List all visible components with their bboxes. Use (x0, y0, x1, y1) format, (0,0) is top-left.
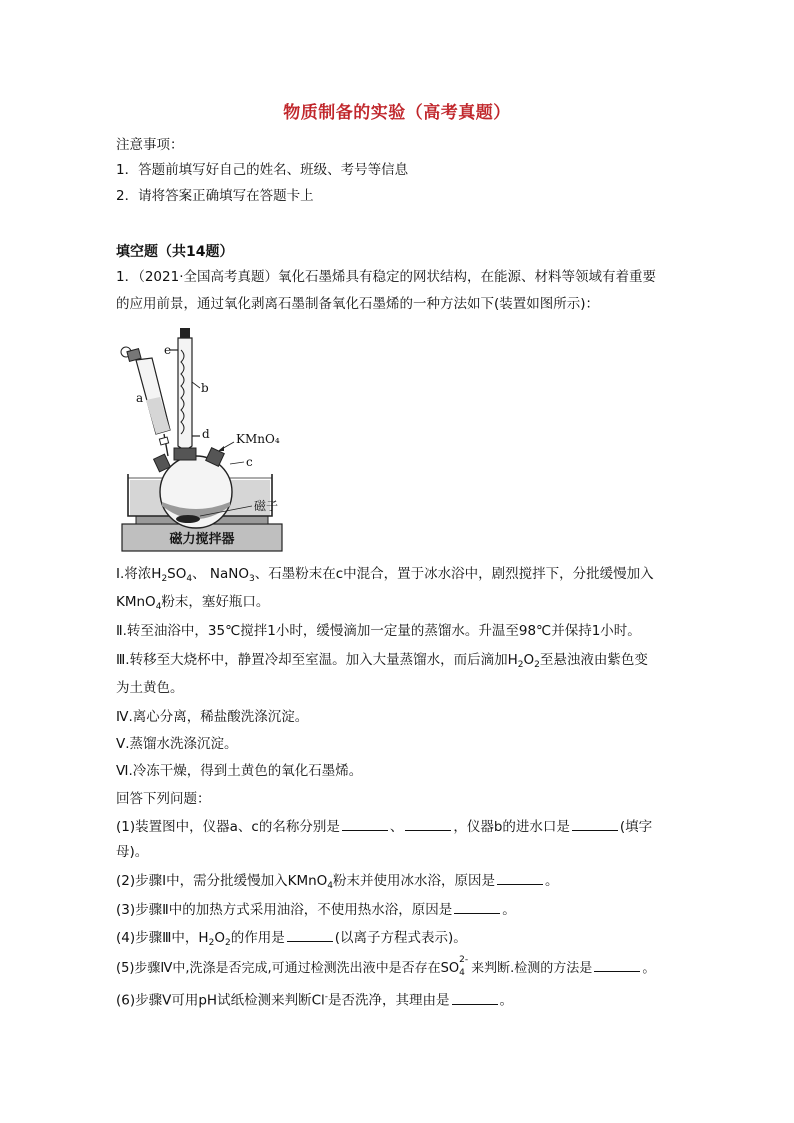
label-b: b (201, 381, 209, 395)
q4-text-c: 的作用是 (230, 930, 285, 946)
q4-text-a: (4)步骤Ⅲ中，H (116, 930, 209, 946)
q5-text-a: (5)步骤Ⅳ中,洗涤是否完成,可通过检测洗出液中是否存在SO (116, 961, 460, 976)
sub-question-6 (116, 988, 513, 1010)
q5-text-c: 。 (642, 961, 656, 976)
question-intro-line-1: 1．（2021·全国高考真题）氧化石墨烯具有稳定的网状结构，在能源、材料等领域有着重要 (116, 269, 656, 285)
label-e: e (164, 343, 172, 357)
q1-text-d: (填字 (619, 819, 653, 835)
answer-blank-1c[interactable] (572, 818, 618, 831)
answer-blank-3[interactable] (454, 901, 500, 914)
step-1-text-e: 粉末，塞好瓶口。 (161, 594, 270, 610)
step-1-text-a: Ⅰ.将浓H (116, 566, 162, 582)
step-1-line-2: KMnO$_4$粉末，塞好瓶口。 (116, 594, 270, 612)
q6-text-a: (6)步骤Ⅴ可用pH试纸检测来判断Cl (116, 992, 325, 1009)
label-kmno4: KMnO₄ (236, 432, 280, 446)
q2-text-a: (2)步骤Ⅰ中，需分批缓慢加入KMnO (116, 873, 328, 889)
q1-text-b: 、 (389, 819, 404, 835)
step-3-line-1: Ⅲ.转移至大烧杯中，静置冷却至室温。加入大量蒸馏水，而后滴加$H_2O_2$至悬浊液由紫色变 (116, 652, 648, 670)
step-1-line-1: Ⅰ.将浓$H_2SO_4$、 NaNO$_3$、石墨粉末在c中混合，置于冰水浴中，剧烈搅拌下，分批缓慢加入 (116, 566, 654, 584)
sub-question-1-line-1 (116, 818, 652, 836)
notice-item-2: 2．请将答案正确填写在答题卡上 (116, 188, 314, 204)
answer-blank-4[interactable] (287, 929, 333, 942)
q5-subscript: 4 (459, 968, 465, 978)
answer-blank-5[interactable] (594, 959, 640, 972)
notice-item-1: 1．答题前填写好自己的姓名、班级、考号等信息 (116, 162, 409, 178)
notice-heading: 注意事项： (116, 137, 184, 153)
answer-blank-2[interactable] (497, 872, 543, 885)
q3-text-b: 。 (502, 902, 516, 918)
q2-text-c: 。 (545, 873, 559, 889)
apparatus-figure (112, 320, 302, 556)
answer-blank-1a[interactable] (342, 818, 388, 831)
q5-text-b: 来判断.检测的方法是 (471, 961, 593, 976)
sub-question-1-line-2: 母)。 (116, 844, 149, 860)
label-d: d (202, 427, 210, 441)
label-c: c (246, 455, 253, 469)
answer-prompt: 回答下列问题： (116, 791, 211, 807)
q4-text-b: O (214, 930, 225, 946)
condenser-stopper (180, 328, 190, 338)
q5-superscript: 2- (459, 955, 469, 965)
step-3-line-2: 为土黄色。 (116, 680, 184, 696)
sub-question-5 (116, 955, 656, 978)
step-3-text-a: Ⅲ.转移至大烧杯中，静置冷却至室温。加入大量蒸馏水，而后滴加H (116, 652, 518, 668)
q1-text-a: (1)装置图中，仪器a、c的名称分别是 (116, 819, 340, 835)
q6-superscript: - (324, 992, 329, 1002)
step-5: Ⅴ.蒸馏水洗涤沉淀。 (116, 736, 238, 752)
stirrer-label: 磁力搅拌器 (169, 532, 235, 547)
q6-text-c: 。 (499, 992, 514, 1009)
step-3-text-b: O (523, 652, 535, 668)
step-2: Ⅱ.转至油浴中，35℃搅拌1小时，缓慢滴加一定量的蒸馏水。升温至98℃并保持1小时。 (116, 623, 641, 639)
condenser (178, 338, 192, 449)
step-6: Ⅵ.冷冻干燥，得到土黄色的氧化石墨烯。 (116, 763, 363, 779)
q3-text-a: (3)步骤Ⅱ中的加热方式采用油浴，不使用热水浴，原因是 (116, 902, 453, 918)
label-a: a (136, 391, 144, 405)
question-intro-line-2: 的应用前景，通过氧化剥离石墨制备氧化石墨烯的一种方法如下(装置如图所示)： (116, 296, 600, 312)
step-1-text-d: 、石墨粉末在c中混合，置于冰水浴中，剧烈搅拌下，分批缓慢加入 (254, 566, 654, 582)
sub-question-4: (4)步骤Ⅲ中，$H_2O_2$的作用是 (以离子方程式表示)。 (116, 930, 467, 948)
step-1-text-b: SO (167, 566, 187, 582)
step-4: Ⅳ.离心分离，稀盐酸洗涤沉淀。 (116, 709, 309, 725)
label-stir-bar: 磁子 (254, 499, 279, 513)
step-1-text-c: 、 NaNO (192, 566, 249, 582)
stir-bar (176, 515, 200, 523)
step-3-text-c: 至悬浊液由紫色变 (539, 652, 648, 668)
section-heading: 填空题（共14题） (116, 244, 234, 260)
sub-question-2: (2)步骤Ⅰ中，需分批缓慢加入KMnO$_4$粉末并使用冰水浴，原因是 。 (116, 873, 559, 891)
q4-text-d: (以离子方程式表示)。 (334, 930, 467, 946)
answer-blank-1b[interactable] (405, 818, 451, 831)
sub-question-3 (116, 901, 516, 919)
q2-text-b: 粉末并使用冰水浴，原因是 (333, 873, 496, 889)
q1-text-c: ，仪器b的进水口是 (453, 819, 570, 835)
page-title: 物质制备的实验（高考真题） (283, 103, 511, 123)
answer-blank-6[interactable] (452, 992, 498, 1005)
q6-text-b: 是否洗净，其理由是 (328, 992, 450, 1009)
step-1-kmno4: KMnO (116, 594, 156, 610)
